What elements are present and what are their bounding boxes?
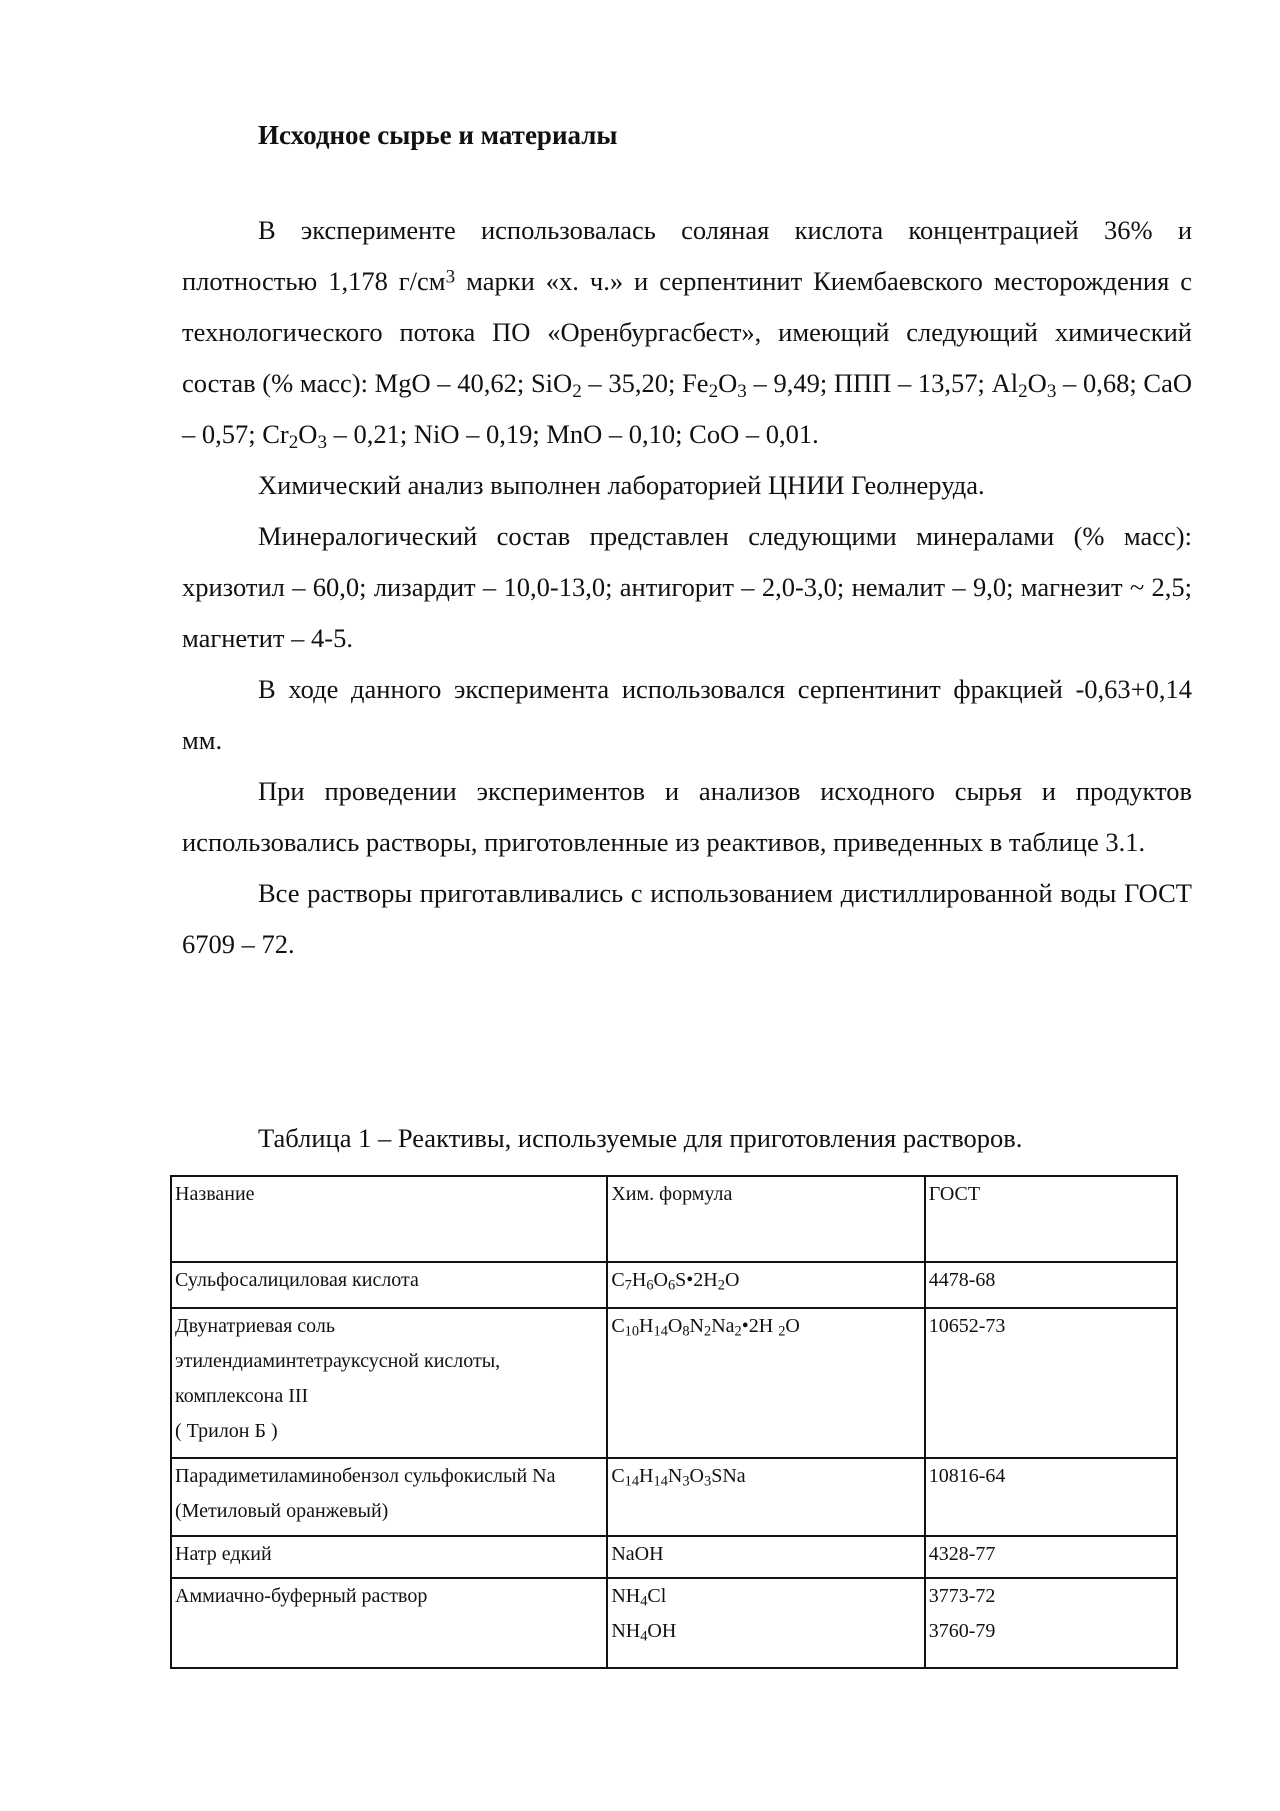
table-row bbox=[171, 1578, 1177, 1668]
cell-gost: 4328-77 bbox=[925, 1536, 1177, 1578]
body-text bbox=[182, 205, 1192, 970]
cell-formula: $C_7H_6O_6S•2H_2O$ bbox=[607, 1262, 924, 1308]
paragraph-mineral-composition: Минералогический состав представлен следующими минералами (% масс): хризотил – 60,0; лизардит – 10,0-13,0; антигорит – 2,0-3,0; немалит – 9,0; магнезит ~ 2,5; магнетит – 4-5. bbox=[182, 521, 1192, 653]
cell-gost: 10816-64 bbox=[925, 1458, 1177, 1536]
table-row bbox=[171, 1308, 1177, 1458]
cell-gost: 10652-73 bbox=[925, 1308, 1177, 1458]
cell-formula: NaOH bbox=[607, 1536, 924, 1578]
table-row bbox=[171, 1262, 1177, 1308]
table-header-row bbox=[171, 1176, 1177, 1262]
cell-gost: 3773-72 3760-79 bbox=[925, 1578, 1177, 1668]
header-gost: ГОСТ bbox=[925, 1176, 1177, 1262]
paragraph-analysis: Химический анализ выполнен лабораторией ЦНИИ Геолнеруда. bbox=[258, 470, 985, 500]
header-name: Название bbox=[171, 1176, 607, 1262]
table-caption: Таблица 1 – Реактивы, используемые для приготовления растворов. bbox=[258, 1123, 1023, 1153]
table-row bbox=[171, 1536, 1177, 1578]
cell-formula: $NH_4Cl$ $NH_4OH$ bbox=[607, 1578, 924, 1668]
cell-name: Парадиметиламинобензол сульфокислый Na (Метиловый оранжевый) bbox=[171, 1458, 607, 1536]
cell-name: Двунатриевая соль этилендиаминтетрауксусной кислоты, комплексона III ( Трилон Б ) bbox=[171, 1308, 607, 1458]
cell-formula: $C_{10}H_{14}O_8N_2Na_2•2H$ $_2$O bbox=[607, 1308, 924, 1458]
table-row bbox=[171, 1458, 1177, 1536]
paragraph-fraction: В ходе данного эксперимента использовался серпентинит фракцией -0,63+0,14 мм. bbox=[182, 674, 1192, 755]
cell-gost: 4478-68 bbox=[925, 1262, 1177, 1308]
cell-name: Натр едкий bbox=[171, 1536, 607, 1578]
paragraph-distilled-water: Все растворы приготавливались с использованием дистиллированной воды ГОСТ 6709 – 72. bbox=[182, 878, 1192, 959]
reagents-table bbox=[170, 1175, 1178, 1669]
cell-name: Сульфосалициловая кислота bbox=[171, 1262, 607, 1308]
section-heading: Исходное сырье и материалы bbox=[258, 120, 618, 150]
cell-formula: $C_{14}H_{14}N_3O_3SNa$ bbox=[607, 1458, 924, 1536]
paragraph-solutions: При проведении экспериментов и анализов исходного сырья и продуктов использовались растворы, приготовленные из реактивов, приведенных в таблице 3.1. bbox=[182, 776, 1192, 857]
header-formula: Хим. формула bbox=[607, 1176, 924, 1262]
paragraph-raw-materials: В эксперименте использовалась соляная кислота концентрацией 36% и плотностью 1,178 $г/см^3$ марки «х. ч.» и серпентинит Киембаевского месторождения с технологического потока ПО «Оренбургасбест», имеющий следующий химический состав (% масс): MgO – 40,62; SiO$_2$ – 35,20; $Fe_2O_3 - 9,49$; ППП – 13,57; $Al_2O_3 - 0,68$; CaO – 0,57; $Cr_2O_3 - 0,21$; NiO – 0,19; MnO – 0,10; CoO – 0,01. bbox=[182, 215, 1193, 453]
cell-name: Аммиачно-буферный раствор bbox=[171, 1578, 607, 1668]
